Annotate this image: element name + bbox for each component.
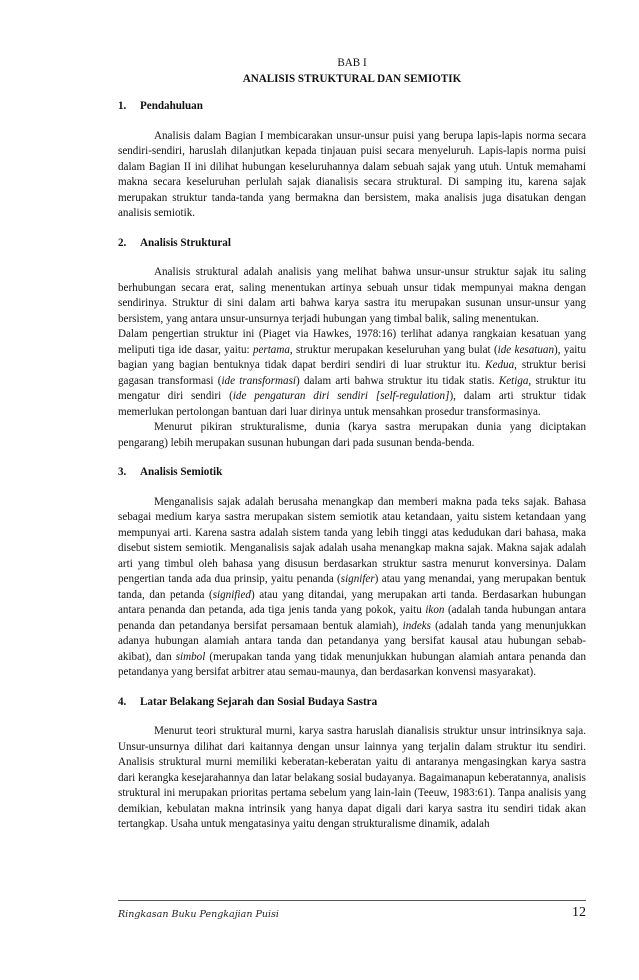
page-content	[118, 56, 586, 833]
paragraph: Menganalisis sajak adalah berusaha menangkap dan memberi makna pada teks sajak. Bahasa sebagai medium karya sastra merupakan sistem semiotik atau ketandaan, yaitu sistem ketandaan yang mempunyai arti. Karena sastra adalah sistem tanda yang lebih tinggi atas kedudukan dari bahasa, maka disebut sistem semiotik. Menganalisis sajak adalah usaha menangkap makna sajak. Makna sajak adalah arti yang timbul oleh bahasa yang disusun berdasarkan struktur sastra menurut konversinya. Dalam pengertian tanda ada dua prinsip, yaitu penanda (signifer) atau yang menandai, yang merupakan bentuk tanda, dan petanda (signified) atau yang ditandai, yang merupakan arti tanda. Berdasarkan hubungan antara penanda dan petanda, ada tiga jenis tanda yang pokok, yaitu ikon (adalah tanda hubungan antara penanda dan petandanya bersifat persamaan bentuk alamiah), indeks (adalah tanda yang menunjukkan adanya hubungan alamiah antara tanda dan petandanya yang bersifat kausal atau hubungan sebab-akibat), dan simbol (merupakan tanda yang tidak menunjukkan hubungan alamiah antara penanda dan petandanya yang bersifat arbitrer atau semau-maunya, dan berdasarkan konvensi masyarakat).	[118, 495, 587, 678]
section-heading-3	[118, 465, 586, 481]
section-number: 1.	[118, 100, 127, 112]
footer-divider	[118, 900, 586, 901]
paragraph: Menurut teori struktural murni, karya sastra haruslah dianalisis struktur unsur intrinsiknya saja. Unsur-unsurnya dilihat dari kaitannya dengan unsur lainnya yang terjalin dalam struktur itu sendiri. Analisis struktural murni memiliki keberatan-keberatan yaitu di antaranya mengasingkan karya sastra dari kerangka kesejarahannya dan latar belakang sosial budayanya. Bagaimanapun keberatannya, analisis struktural ini merupakan prioritas pertama sebelum yang lain-lain (Teeuw, 1983:61). Tanpa analisis yang demikian, kebulatan makna intrinsik yang hanya dapat digali dari karya sastra itu sendiri tidak akan tertangkap. Usaha untuk mengatasinya yaitu dengan strukturalisme dinamik, adalah	[118, 725, 586, 830]
section-title: Analisis Semiotik	[140, 466, 223, 478]
section-heading-2	[118, 236, 586, 252]
paragraph: Analisis dalam Bagian I membicarakan unsur-unsur puisi yang berupa lapis-lapis norma secara sendiri-sendiri, haruslah dilanjutkan kepada tinjauan puisi secara menyeluruh. Lapis-lapis norma puisi dalam Bagian II ini dilihat hubungan keseluruhannya dalam sebuah sajak yang utuh. Untuk memahami makna secara keseluruhan perlulah sajak dianalisis secara struktural. Di samping itu, karena sajak merupakan struktur tanda-tanda yang bermakna dan bersistem, maka analisis juga disatukan dengan analisis semiotik.	[118, 129, 586, 219]
chapter-title: ANALISIS STRUKTURAL DAN SEMIOTIK	[242, 72, 462, 85]
section-number: 3.	[118, 466, 127, 478]
paragraph: Dalam pengertian struktur ini (Piaget via Hawkes, 1978:16) terlihat adanya rangkaian kesatuan yang meliputi tiga ide dasar, yaitu: pertama, struktur merupakan keseluruhan yang bulat (ide kesatuan), yaitu bagian yang bagian bentuknya tidak dapat berdiri sendiri di luar struktur itu. Kedua, struktur berisi gagasan transformasi (ide transformasi) dalam arti bahwa struktur itu tidak statis. Ketiga, struktur itu mengatur diri sendiri (ide pengaturan diri sendiri [self-regulation]), dalam arti struktur tidak memerlukan pertolongan bantuan dari luar dirinya untuk mensahkan prosedur transformasinya.	[118, 328, 587, 418]
chapter-label: BAB I	[337, 57, 367, 69]
footer-book-title: Ringkasan Buku Pengkajian Puisi	[118, 909, 279, 920]
section-title: Pendahuluan	[140, 100, 203, 112]
page-number: 12	[572, 905, 586, 920]
paragraph: Menurut pikiran strukturalisme, dunia (karya sastra merupakan dunia yang diciptakan pengarang) lebih merupakan susunan hubungan dari pada susunan benda-benda.	[118, 421, 586, 449]
paragraph: Analisis struktural adalah analisis yang melihat bahwa unsur-unsur struktur sajak itu saling berhubungan secara erat, saling menentukan artinya sebuah unsur tidak mempunyai makna dengan sendirinya. Struktur di sini dalam arti bahwa karya sastra itu merupakan susunan unsur-unsur yang bersistem, yang antara unsur-unsurnya terjadi hubungan yang timbal balik, saling menentukan.	[118, 266, 586, 325]
section-number: 2.	[118, 236, 127, 249]
section-title: Latar Belakang Sejarah dan Sosial Budaya Sastra	[140, 695, 378, 708]
section-heading-4	[118, 695, 586, 711]
section-heading-1	[118, 99, 586, 115]
section-number: 4.	[118, 695, 127, 708]
section-title: Analisis Struktural	[140, 236, 231, 249]
